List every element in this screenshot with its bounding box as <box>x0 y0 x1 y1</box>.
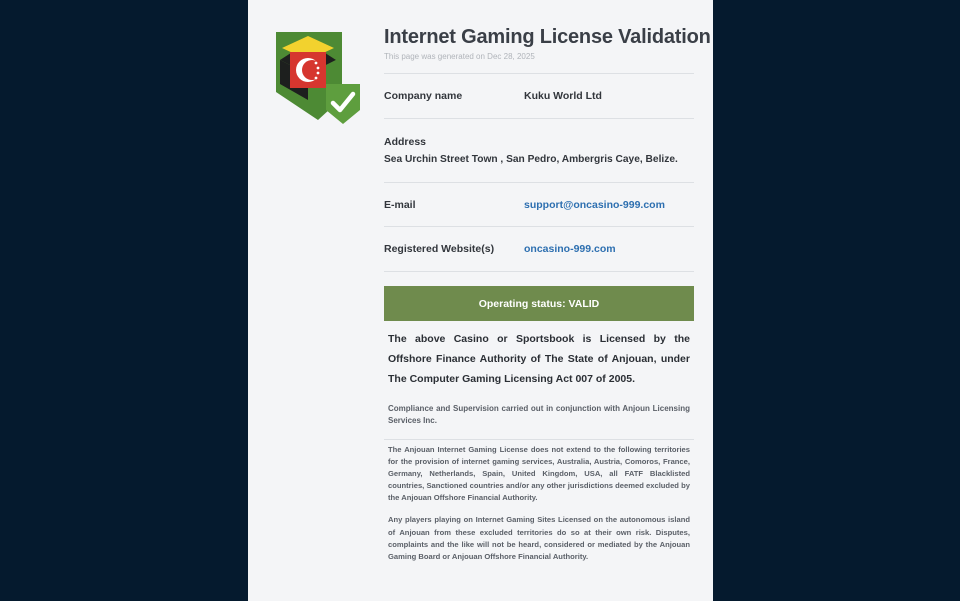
email-link[interactable]: support@oncasino-999.com <box>524 198 665 211</box>
license-shield-logo <box>272 30 360 124</box>
website-row <box>384 227 694 271</box>
email-label: E-mail <box>384 198 416 211</box>
address-row <box>384 119 694 182</box>
licensed-statement: The above Casino or Sportsbook is Licensed by the Offshore Finance Authority of The State of Anjouan, under The Computer Gaming Licensing Act 007 of 2005. <box>388 333 690 385</box>
generated-date: This page was generated on Dec 28, 2025 <box>384 52 535 61</box>
address-label: Address <box>384 136 427 148</box>
checkmark-icon <box>326 84 360 124</box>
website-label: Registered Website(s) <box>384 243 495 255</box>
page-title: Internet Gaming License Validation <box>384 26 711 48</box>
website-link[interactable]: oncasino-999.com <box>524 243 616 255</box>
license-card <box>248 0 713 601</box>
operating-status-banner: Operating status: VALID <box>384 286 694 321</box>
company-label: Company name <box>384 90 463 102</box>
license-details <box>384 26 711 570</box>
divider <box>384 271 694 272</box>
compliance-note: Compliance and Supervision carried out in conjunction with Anjoun Licensing Services Inc. <box>388 404 690 425</box>
company-row <box>384 74 694 118</box>
players-risk-note: Any players playing on Internet Gaming Sites Licensed on the autonomous island of Anjouan from these excluded territories do so at their own risk. Disputes, complaints and the like will not be heard, considered or mediated by the Anjouan Gaming Board or Anjouan Offshore Financial Authority. <box>388 515 690 561</box>
excluded-territories-note: The Anjouan Internet Gaming License does not extend to the following territories for the provision of internet gaming services, Australia, Austria, Comoros, France, Germany, Netherlands, Spain, United Kingdom, USA, all FATF Blacklisted countries, Sanctioned countries and/or any other jurisdictions deemed excluded by the Anjouan Offshore Financial Authority. <box>388 445 690 503</box>
divider <box>384 439 694 440</box>
company-value: Kuku World Ltd <box>524 90 602 102</box>
email-row <box>384 183 694 226</box>
address-value: Sea Urchin Street Town , San Pedro, Ambergris Caye, Belize. <box>384 154 678 165</box>
